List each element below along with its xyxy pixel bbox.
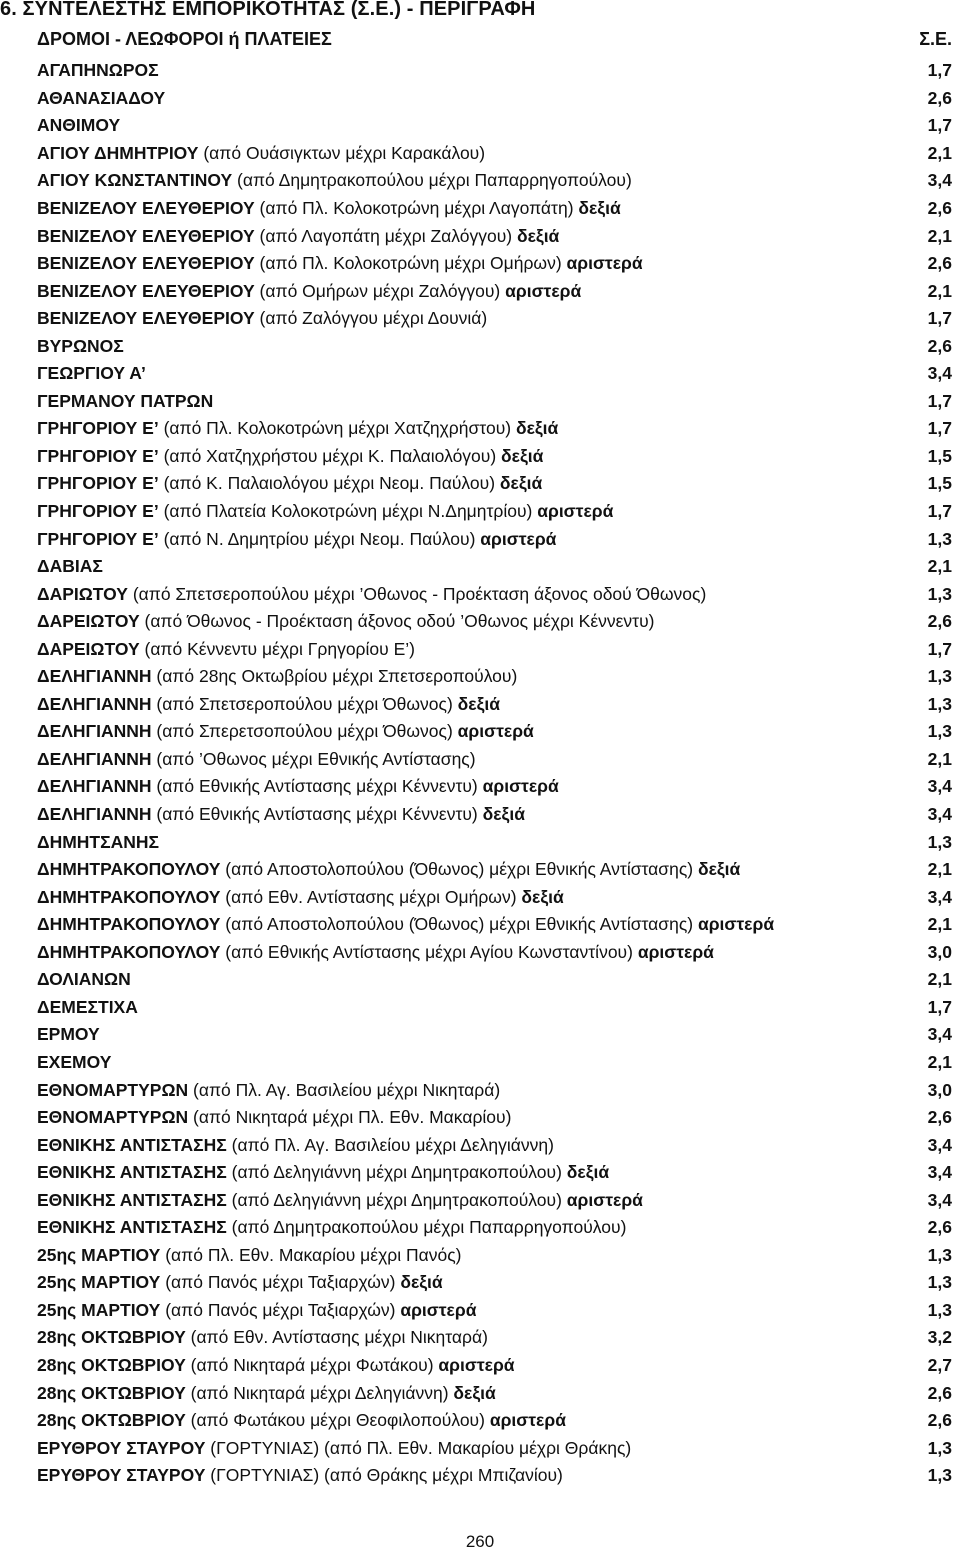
street-name: 28ης ΟΚΤΩΒΡΙΟΥ (37, 1327, 186, 1348)
street-side: αριστερά (500, 280, 582, 301)
street-name: ΕΘΝΙΚΗΣ ΑΝΤΙΣΤΑΣΗΣ (37, 1134, 227, 1155)
street-name: ΔΕΛΗΓΙΑΝΝΗ (37, 721, 152, 742)
street-segment: (από Πλ. Κολοκοτρώνη μέχρι Ομήρων) (254, 253, 562, 274)
street-name: ΓΕΡΜΑΝΟΥ ΠΑΤΡΩΝ (37, 390, 214, 411)
coefficient-value: 2,6 (927, 1382, 952, 1403)
street-description (37, 1080, 500, 1101)
coefficient-value: 2,6 (927, 87, 952, 108)
list-item (37, 1407, 952, 1435)
street-description (37, 1355, 515, 1376)
street-segment: (από Εθν. Αντίστασης μέχρι Ομήρων) (220, 886, 517, 907)
street-description (37, 446, 543, 467)
list-item (37, 388, 952, 416)
street-name: ΔΕΜΕΣΤΙΧΑ (37, 996, 138, 1017)
coefficient-value: 1,3 (927, 1465, 952, 1486)
street-description (37, 859, 740, 880)
street-segment: (από 28ης Οκτωβρίου μέχρι Σπετσεροπούλου) (151, 666, 518, 687)
list-item (37, 470, 952, 498)
street-name: ΒΕΝΙΖΕΛΟΥ ΕΛΕΥΘΕΡΙΟΥ (37, 308, 255, 329)
coefficient-value: 2,1 (927, 225, 952, 246)
street-segment: (από Αποστολοπούλου (Όθωνος) μέχρι Εθνικής Αντίστασης) (220, 859, 694, 880)
coefficient-value: 3,0 (927, 941, 952, 962)
coefficient-value: 2,7 (927, 1354, 952, 1375)
street-name: ΔΕΛΗΓΙΑΝΝΗ (37, 748, 152, 769)
street-name: ΑΓΑΠΗΝΩΡΟΣ (37, 60, 159, 81)
coefficient-value: 3,4 (927, 886, 952, 907)
street-segment: (από Κέννεντυ μέχρι Γρηγορίου Ε’) (139, 638, 415, 659)
column-header (37, 27, 952, 51)
street-segment: (από Δεληγιάννη μέχρι Δημητρακοπούλου) (226, 1189, 562, 1210)
street-description (37, 1245, 461, 1266)
list-item (37, 718, 952, 746)
coefficient-value: 3,4 (927, 1024, 952, 1045)
coefficient-value: 2,6 (927, 1217, 952, 1238)
street-description (37, 969, 131, 990)
street-side: δεξιά (561, 1162, 610, 1183)
street-segment: (από Δημητρακοπούλου μέχρι Παπαρρηγοπούλου) (232, 170, 632, 191)
coefficient-value: 1,3 (927, 666, 952, 687)
coefficient-value: 1,5 (927, 445, 952, 466)
street-description (37, 1135, 554, 1156)
street-name: ΔΕΛΗΓΙΑΝΝΗ (37, 804, 152, 825)
page-number: 260 (465, 1532, 495, 1551)
coefficient-value: 2,1 (927, 969, 952, 990)
street-description (37, 611, 655, 632)
street-name: ΔΗΜΗΤΡΑΚΟΠΟΥΛΟΥ (37, 886, 221, 907)
street-description (37, 804, 525, 825)
street-description (37, 281, 581, 302)
list-item (37, 856, 952, 884)
street-description (37, 1162, 609, 1183)
street-description (37, 88, 165, 109)
street-name: 28ης ΟΚΤΩΒΡΙΟΥ (37, 1382, 186, 1403)
list-item (37, 1352, 952, 1380)
street-name: ΕΡΜΟΥ (37, 1024, 100, 1045)
coefficient-value: 3,0 (927, 1079, 952, 1100)
coefficient-value: 3,4 (927, 1189, 952, 1210)
street-name: ΕΘΝΟΜΑΡΤΥΡΩΝ (37, 1107, 189, 1128)
list-item (37, 939, 952, 967)
coefficient-value: 1,7 (927, 418, 952, 439)
list-item (37, 525, 952, 553)
street-name: ΔΗΜΗΤΡΑΚΟΠΟΥΛΟΥ (37, 859, 221, 880)
coefficient-value: 1,3 (927, 831, 952, 852)
list-item (37, 1242, 952, 1270)
list-item (37, 746, 952, 774)
list-item (37, 112, 952, 140)
street-description (37, 1024, 100, 1045)
coefficient-value: 2,1 (927, 142, 952, 163)
street-name: ΔΑΒΙΑΣ (37, 556, 103, 577)
street-name: 25ης ΜΑΡΤΙΟΥ (37, 1272, 161, 1293)
street-side: δεξιά (693, 859, 741, 880)
street-description (37, 639, 415, 660)
street-segment: (από Νικηταρά μέχρι Φωτάκου) (185, 1354, 434, 1375)
street-name: ΕΘΝΟΜΑΡΤΥΡΩΝ (37, 1079, 189, 1100)
street-segment: (από Εθνικής Αντίστασης μέχρι Κέννεντυ) (151, 776, 478, 797)
street-side: δεξιά (573, 198, 621, 218)
street-segment: (από Πανός μέχρι Ταξιαρχών) (160, 1299, 396, 1320)
street-name: ΕΡΥΘΡΟΥ ΣΤΑΥΡΟΥ (37, 1437, 206, 1458)
street-description (37, 418, 558, 439)
street-description (37, 832, 159, 853)
list-item (37, 222, 952, 250)
street-segment: (από Φωτάκου μέχρι Θεοφιλοπούλου) (185, 1410, 485, 1431)
coefficient-value: 3,4 (927, 363, 952, 384)
street-name: ΔΕΛΗΓΙΑΝΝΗ (37, 693, 152, 714)
list-item (37, 1186, 952, 1214)
coefficient-value: 1,3 (927, 528, 952, 549)
coefficient-value: 3,4 (927, 170, 952, 191)
coefficient-value: 2,1 (927, 914, 952, 935)
street-description (37, 170, 632, 191)
street-name: ΑΓΙΟΥ ΔΗΜΗΤΡΙΟΥ (37, 142, 199, 163)
list-item (37, 1131, 952, 1159)
list-item (37, 1462, 952, 1490)
coefficient-value: 2,6 (927, 1410, 952, 1431)
coefficient-value: 1,3 (927, 721, 952, 742)
street-segment: (ΓΟΡΤΥΝΙΑΣ) (από Θράκης μέχρι Μπιζανίου) (205, 1465, 563, 1486)
coefficient-value: 2,1 (927, 748, 952, 769)
street-segment: (από Πλατεία Κολοκοτρώνη μέχρι Ν.Δημητρίου) (158, 501, 533, 522)
street-side: αριστερά (632, 941, 714, 962)
street-description (37, 1410, 566, 1431)
street-description (37, 1327, 488, 1348)
page-title: 6. ΣΥΝΤΕΛΕΣΤΗΣ ΕΜΠΟΡΙΚΟΤΗΤΑΣ (Σ.Ε.) - ΠΕΡΙΓΡΑΦΗ (0, 0, 536, 20)
street-description (37, 308, 487, 329)
street-name: ΕΘΝΙΚΗΣ ΑΝΤΙΣΤΑΣΗΣ (37, 1217, 227, 1238)
street-side: δεξιά (511, 418, 559, 439)
street-description (37, 363, 146, 384)
coefficient-value: 2,1 (927, 1051, 952, 1072)
list-item (37, 966, 952, 994)
coefficient-value: 1,7 (927, 60, 952, 81)
list-item (37, 1297, 952, 1325)
street-list (37, 57, 952, 1489)
list-item (37, 635, 952, 663)
street-segment: (από Πανός μέχρι Ταξιαρχών) (160, 1272, 396, 1293)
list-item (37, 140, 952, 168)
street-description (37, 556, 103, 577)
street-side: δεξιά (395, 1272, 443, 1293)
street-side: αριστερά (561, 253, 643, 274)
list-item (37, 57, 952, 85)
street-name: ΕΘΝΙΚΗΣ ΑΝΤΙΣΤΑΣΗΣ (37, 1189, 227, 1210)
coefficient-value: 1,7 (927, 308, 952, 329)
coefficient-value: 3,4 (927, 776, 952, 797)
coefficient-value: 2,1 (927, 556, 952, 577)
street-name: ΔΕΛΗΓΙΑΝΝΗ (37, 776, 152, 797)
list-item (37, 1104, 952, 1132)
coefficient-value: 2,6 (927, 1107, 952, 1128)
coefficient-value: 1,7 (927, 996, 952, 1017)
street-name: ΔΗΜΗΤΣΑΝΗΣ (37, 831, 160, 852)
street-name: ΓΡΗΓΟΡΙΟΥ Ε’ (37, 501, 159, 522)
list-item (37, 883, 952, 911)
street-description (37, 115, 120, 136)
street-segment: (από Ομήρων μέχρι Ζαλόγγου) (254, 280, 501, 301)
street-name: ΔΗΜΗΤΡΑΚΟΠΟΥΛΟΥ (37, 914, 221, 935)
street-name: ΓΡΗΓΟΡΙΟΥ Ε’ (37, 445, 159, 466)
street-segment: (από Χατζηχρήστου μέχρι Κ. Παλαιολόγου) (158, 445, 497, 466)
street-description (37, 198, 621, 219)
list-item (37, 911, 952, 939)
street-name: ΓΡΗΓΟΡΙΟΥ Ε’ (37, 473, 159, 494)
list-item (37, 1269, 952, 1297)
street-segment: (από Νικηταρά μέχρι Πλ. Εθν. Μακαρίου) (188, 1107, 512, 1128)
street-side: δεξιά (496, 445, 544, 466)
street-segment: (από Πλ. Αγ. Βασιλείου μέχρι Δεληγιάννη) (226, 1134, 554, 1155)
street-name: ΑΘΑΝΑΣΙΑΔΟΥ (37, 87, 166, 108)
street-name: ΕΡΥΘΡΟΥ ΣΤΑΥΡΟΥ (37, 1465, 206, 1486)
list-item (37, 167, 952, 195)
street-segment: (από Εθνικής Αντίστασης μέχρι Κέννεντυ) (151, 804, 478, 825)
street-side: δεξιά (495, 473, 543, 494)
street-segment: (από Όθωνος - Προέκταση άξονος οδού ’Οθωνος μέχρι Κέννεντυ) (139, 611, 655, 632)
coefficient-value: 1,7 (927, 501, 952, 522)
street-name: ΔΑΡΕΙΩΤΟΥ (37, 611, 140, 632)
header-streets-label: ΔΡΟΜΟΙ - ΛΕΩΦΟΡΟΙ ή ΠΛΑΤΕΙΕΣ (37, 28, 332, 49)
street-side: δεξιά (477, 804, 525, 825)
street-description (37, 1272, 443, 1293)
street-segment: (από ’Οθωνος μέχρι Εθνικής Αντίστασης) (151, 748, 476, 769)
street-description (37, 1217, 626, 1238)
list-item (37, 828, 952, 856)
list-item (37, 250, 952, 278)
list-item (37, 498, 952, 526)
list-item (37, 994, 952, 1022)
street-description (37, 1052, 111, 1073)
list-item (37, 415, 952, 443)
coefficient-value: 2,1 (927, 280, 952, 301)
coefficient-value: 3,4 (927, 804, 952, 825)
street-description (37, 887, 564, 908)
street-description (37, 1465, 563, 1486)
coefficient-value: 3,4 (927, 1162, 952, 1183)
street-description (37, 1383, 496, 1404)
coefficient-value: 1,3 (927, 583, 952, 604)
street-description (37, 694, 500, 715)
street-description (37, 914, 774, 935)
street-segment: (από Δημητρακοπούλου μέχρι Παπαρρηγοπούλου) (226, 1217, 627, 1238)
street-segment: (ΓΟΡΤΥΝΙΑΣ) (από Πλ. Εθν. Μακαρίου μέχρι Θράκης) (205, 1437, 632, 1458)
street-side: δεξιά (512, 225, 560, 246)
list-item (37, 801, 952, 829)
street-name: ΒΕΝΙΖΕΛΟΥ ΕΛΕΥΘΕΡΙΟΥ (37, 225, 255, 246)
coefficient-value: 1,7 (927, 638, 952, 659)
list-item (37, 195, 952, 223)
street-segment: (από Σπετσεροπούλου μέχρι ’Οθωνος - Προέκταση άξονος οδού Όθωνος) (127, 583, 707, 604)
street-side: αριστερά (484, 1410, 566, 1431)
street-description (37, 666, 517, 687)
street-segment: (από Δεληγιάννη μέχρι Δημητρακοπούλου) (226, 1162, 562, 1183)
street-name: ΔΕΛΗΓΙΑΝΝΗ (37, 666, 152, 687)
coefficient-value: 1,7 (927, 390, 952, 411)
street-side: δεξιά (452, 693, 500, 714)
street-description (37, 1438, 631, 1459)
street-side: αριστερά (561, 1189, 643, 1210)
street-side: αριστερά (532, 501, 614, 522)
coefficient-value: 1,3 (927, 1437, 952, 1458)
street-name: ΒΕΝΙΖΕΛΟΥ ΕΛΕΥΘΕΡΙΟΥ (37, 280, 255, 301)
street-name: 28ης ΟΚΤΩΒΡΙΟΥ (37, 1410, 186, 1431)
list-item (37, 443, 952, 471)
street-name: ΕΧΕΜΟΥ (37, 1051, 112, 1072)
street-segment: (από Εθν. Αντίστασης μέχρι Νικηταρά) (185, 1327, 488, 1348)
street-side: αριστερά (452, 721, 534, 742)
street-segment: (από Σπετσεροπούλου μέχρι Όθωνος) (151, 693, 453, 714)
list-item (37, 1324, 952, 1352)
street-segment: (από Πλ. Κολοκοτρώνη μέχρι Χατζηχρήστου) (158, 418, 512, 439)
street-side: δεξιά (448, 1382, 496, 1403)
list-item (37, 1159, 952, 1187)
list-item (37, 580, 952, 608)
coefficient-value: 1,3 (927, 693, 952, 714)
list-item (37, 1049, 952, 1077)
list-item (37, 553, 952, 581)
street-description (37, 942, 714, 963)
street-description (37, 721, 534, 742)
street-name: ΑΝΘΙΜΟΥ (37, 115, 121, 136)
list-item (37, 1214, 952, 1242)
list-item (37, 691, 952, 719)
street-name: ΓΕΩΡΓΙΟΥ Α’ (37, 363, 146, 384)
street-name: 28ης ΟΚΤΩΒΡΙΟΥ (37, 1354, 186, 1375)
street-segment: (από Ν. Δημητρίου μέχρι Νεομ. Παύλου) (158, 528, 476, 549)
list-item (37, 305, 952, 333)
street-segment: (από Κ. Παλαιολόγου μέχρι Νεομ. Παύλου) (158, 473, 496, 494)
street-description (37, 1300, 476, 1321)
street-name: ΔΑΡΕΙΩΤΟΥ (37, 638, 140, 659)
header-coefficient-label: Σ.Ε. (919, 28, 952, 49)
street-segment: (από Πλ. Κολοκοτρώνη μέχρι Λαγοπάτη) (254, 198, 574, 218)
street-description (37, 749, 476, 770)
street-side: αριστερά (475, 528, 557, 549)
coefficient-value: 3,4 (927, 1134, 952, 1155)
street-name: ΒΕΝΙΖΕΛΟΥ ΕΛΕΥΘΕΡΙΟΥ (37, 198, 255, 218)
street-name: ΓΡΗΓΟΡΙΟΥ Ε’ (37, 528, 159, 549)
street-segment: (από Εθνικής Αντίστασης μέχρι Αγίου Κωνσταντίνου) (220, 941, 633, 962)
coefficient-value: 2,6 (927, 611, 952, 632)
street-name: ΔΑΡΙΩΤΟΥ (37, 583, 128, 604)
coefficient-value: 1,7 (927, 115, 952, 136)
list-item (37, 1021, 952, 1049)
coefficient-value: 1,3 (927, 1272, 952, 1293)
coefficient-value: 2,6 (927, 253, 952, 274)
street-description (37, 501, 613, 522)
street-segment: (από Νικηταρά μέχρι Δεληγιάννη) (185, 1382, 449, 1403)
street-name: 25ης ΜΑΡΤΙΟΥ (37, 1299, 161, 1320)
street-description (37, 143, 485, 164)
coefficient-value: 2,6 (927, 198, 952, 218)
list-item (37, 663, 952, 691)
coefficient-value: 3,2 (927, 1327, 952, 1348)
street-segment: (από Πλ. Αγ. Βασιλείου μέχρι Νικηταρά) (188, 1079, 501, 1100)
street-name: ΓΡΗΓΟΡΙΟΥ Ε’ (37, 418, 159, 439)
street-name: ΔΟΛΙΑΝΩΝ (37, 969, 131, 990)
coefficient-value: 1,5 (927, 473, 952, 494)
street-description (37, 473, 542, 494)
street-description (37, 226, 559, 247)
street-segment: (από Πλ. Εθν. Μακαρίου μέχρι Πανός) (160, 1244, 462, 1265)
street-side: δεξιά (516, 886, 564, 907)
street-description (37, 584, 706, 605)
street-segment: (από Λαγοπάτη μέχρι Ζαλόγγου) (254, 225, 513, 246)
street-description (37, 529, 556, 550)
street-description (37, 253, 643, 274)
street-description (37, 1107, 511, 1128)
street-description (37, 1190, 643, 1211)
list-item (37, 1076, 952, 1104)
street-segment: (από Ουάσιγκτων μέχρι Καρακάλου) (198, 142, 486, 163)
street-name: 25ης ΜΑΡΤΙΟΥ (37, 1244, 161, 1265)
list-item (37, 608, 952, 636)
street-name: ΒΥΡΩΝΟΣ (37, 335, 124, 356)
street-description (37, 60, 159, 81)
coefficient-value: 1,3 (927, 1244, 952, 1265)
street-side: αριστερά (395, 1299, 477, 1320)
street-name: ΕΘΝΙΚΗΣ ΑΝΤΙΣΤΑΣΗΣ (37, 1162, 227, 1183)
list-item (37, 773, 952, 801)
street-side: αριστερά (477, 776, 559, 797)
street-segment: (από Σπερετσοπούλου μέχρι Όθωνος) (151, 721, 453, 742)
list-item (37, 277, 952, 305)
street-side: αριστερά (693, 914, 775, 935)
list-item (37, 85, 952, 113)
street-segment: (από Ζαλόγγου μέχρι Δουνιά) (254, 308, 488, 329)
street-name: ΒΕΝΙΖΕΛΟΥ ΕΛΕΥΘΕΡΙΟΥ (37, 253, 255, 274)
street-description (37, 391, 213, 412)
street-name: ΔΗΜΗΤΡΑΚΟΠΟΥΛΟΥ (37, 941, 221, 962)
list-item (37, 1434, 952, 1462)
list-item (37, 360, 952, 388)
street-side: αριστερά (433, 1354, 515, 1375)
coefficient-value: 2,1 (927, 859, 952, 880)
street-segment: (από Αποστολοπούλου (Όθωνος) μέχρι Εθνικής Αντίστασης) (220, 914, 694, 935)
list-item (37, 1379, 952, 1407)
street-description (37, 997, 138, 1018)
street-description (37, 336, 124, 357)
list-item (37, 332, 952, 360)
street-name: ΑΓΙΟΥ ΚΩΝΣΤΑΝΤΙΝΟΥ (37, 170, 233, 191)
coefficient-value: 2,6 (927, 335, 952, 356)
street-description (37, 776, 559, 797)
coefficient-value: 1,3 (927, 1299, 952, 1320)
